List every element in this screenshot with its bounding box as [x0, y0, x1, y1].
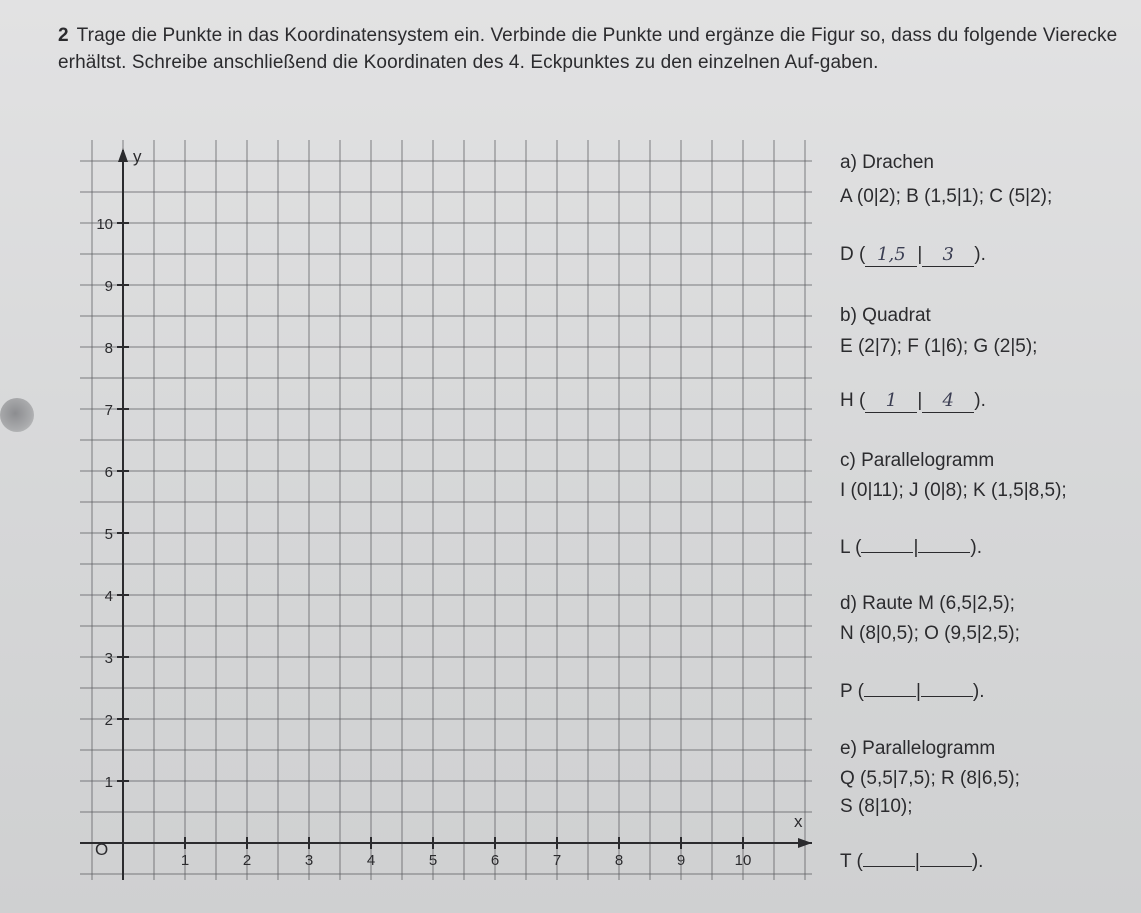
answer-point-t: T — [840, 851, 852, 872]
answer-d-y[interactable]: 3 — [922, 246, 974, 267]
answer-point-d: D — [840, 244, 854, 265]
subtask-e-label: e) Parallelogramm — [840, 738, 996, 759]
x-tick-label: 1 — [180, 852, 190, 869]
y-axis-arrow — [118, 148, 128, 162]
subtask-e-answer-line: T ( | ). — [840, 846, 983, 873]
x-tick-label: 8 — [614, 852, 624, 869]
x-tick-label: 5 — [428, 852, 438, 869]
subtask-d-label-text: d) Raute — [840, 593, 913, 614]
x-tick-label: 6 — [490, 852, 500, 869]
answer-h-x[interactable]: 1 — [865, 392, 917, 413]
y-tick-label: 5 — [104, 526, 113, 543]
y-tick-label: 9 — [104, 278, 113, 295]
subtask-b-answer-line: H ( 1 | 4 ). — [840, 390, 986, 411]
y-tick-label: 1 — [104, 774, 113, 791]
subtask-c-label: c) Parallelogramm — [840, 450, 995, 471]
y-tick-label: 7 — [104, 402, 113, 419]
answer-l-y[interactable] — [918, 532, 970, 553]
answer-point-l: L — [840, 537, 850, 558]
origin-label: O — [95, 840, 109, 859]
answer-t-x[interactable] — [863, 846, 915, 867]
x-tick-label: 4 — [366, 852, 376, 869]
y-tick-label: 4 — [104, 588, 113, 605]
y-tick-label: 2 — [104, 712, 113, 729]
subtask-c-answer-line: L ( | ). — [840, 532, 982, 559]
answer-p-y[interactable] — [921, 676, 973, 697]
y-tick-label: 6 — [104, 464, 113, 481]
subtask-e-given-1: S (8|10); — [840, 796, 913, 817]
subtask-d-answer-line: P ( | ). — [840, 676, 985, 703]
answer-point-h: H — [840, 390, 854, 411]
answer-p-x[interactable] — [864, 676, 916, 697]
subtask-d-given-1: N (8|0,5); O (9,5|2,5); — [840, 623, 1020, 644]
x-tick-label: 3 — [304, 852, 314, 869]
task-text: Trage die Punkte in das Koordinatensystem ein. Verbinde die Punkte und ergänze die Figur so, dass du folgende Vierecke erhältst. Schreibe anschließend die Koordinaten des 4. Eckpunktes zu den einzelnen Auf-gaben. — [58, 25, 1118, 73]
x-tick-label: 9 — [676, 852, 686, 869]
y-tick-label: 3 — [104, 650, 113, 667]
subtask-b-label: b) Quadrat — [840, 305, 931, 326]
x-axis-label: x — [794, 812, 803, 831]
answer-point-p: P — [840, 681, 853, 702]
answer-t-y[interactable] — [920, 846, 972, 867]
x-tick-label: 10 — [734, 852, 752, 869]
subtask-a-given: A (0|2); B (1,5|1); C (5|2); — [840, 186, 1053, 207]
subtask-a-label: a) Drachen — [840, 152, 934, 173]
x-tick-label: 7 — [552, 852, 562, 869]
subtask-a-answer-line: D ( 1,5 | 3 ). — [840, 244, 986, 265]
subtask-c-given: I (0|11); J (0|8); K (1,5|8,5); — [840, 480, 1067, 501]
answer-l-x[interactable] — [861, 532, 913, 553]
task-number: 2 — [58, 25, 69, 46]
y-axis-label: y — [133, 147, 142, 166]
answer-h-y[interactable]: 4 — [922, 392, 974, 413]
y-tick-label: 10 — [96, 216, 113, 233]
x-tick-label: 2 — [242, 852, 252, 869]
subtask-e-given-0: Q (5,5|7,5); R (8|6,5); — [840, 768, 1020, 789]
y-tick-label: 8 — [104, 340, 113, 357]
subtask-b-given: E (2|7); F (1|6); G (2|5); — [840, 336, 1038, 357]
subtask-d-given-0: M (6,5|2,5); — [918, 593, 1015, 614]
subtask-d-label — [840, 593, 1015, 615]
answer-d-x[interactable]: 1,5 — [865, 246, 917, 267]
